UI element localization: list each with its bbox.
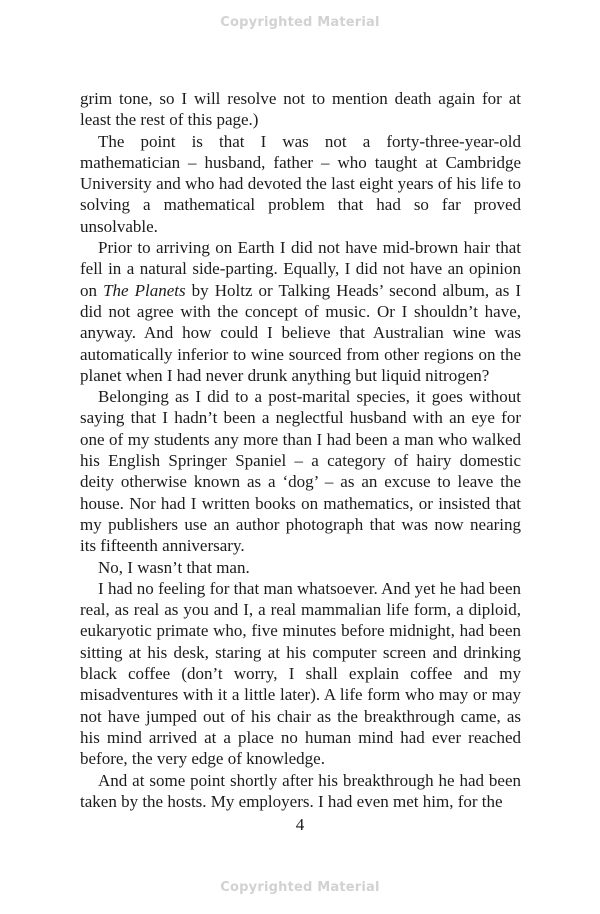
paragraph: Belonging as I did to a post-marital species, it goes without saying that I hadn’t been a neglectful husband with an eye for one of my students any more than I had been a man who walked his English Springer Spaniel – a category of hairy domestic deity otherwise known as a ‘dog’ – as an excuse to leave the house. Nor had I written books on mathematics, or insisted that my publishers use an author photograph that was now nearing its fifteenth anniversary. — [80, 387, 521, 556]
paragraph: The point is that I was not a forty-three-year-old mathematician – husband, father – who taught at Cambridge University and who had devoted the last eight years of his life to solving a mathematical problem that had so far proved unsolvable. — [80, 131, 521, 236]
book-title-the-planets: The Planets — [103, 280, 186, 300]
paragraph-text: Prior to arriving on Earth I did not have mid-brown hair that fell in a natural side-parting. Equally, I did not have an opinion on — [80, 238, 521, 300]
paragraph-text: by Holtz or Talking Heads’ second album, as I did not agree with the concept of music. Or I shouldn’t have, anyway. And how could I believe that Australian wine was automatically inferior to wine sourced from other regions on the planet when I had never drunk anything but liquid nitrogen? — [80, 280, 522, 385]
paragraph — [80, 237, 521, 386]
paragraph: grim tone, so I will resolve not to mention death again for at least the rest of this page.) — [80, 89, 521, 130]
paragraph: I had no feeling for that man whatsoever. And yet he had been real, as real as you and I, a real mammalian life form, a diploid, eukaryotic primate who, five minutes before midnight, had been sitting at his desk, staring at his computer screen and drinking black coffee (don’t worry, I shall explain coffee and my misadventures with it a little later). A life form who may or may not have jumped out of his chair as the breakthrough came, as his mind arrived at a place no human mind had ever reached before, the very edge of knowledge. — [80, 578, 521, 769]
copyright-watermark-top: Copyrighted Material — [220, 15, 380, 30]
paragraph: And at some point shortly after his breakthrough he had been taken by the hosts. My employers. I had even met him, for the — [80, 770, 521, 811]
copyright-watermark-bottom: Copyrighted Material — [220, 880, 380, 895]
page-number: 4 — [295, 815, 305, 834]
page-body-text — [80, 88, 521, 812]
paragraph: No, I wasn’t that man. — [98, 557, 250, 577]
